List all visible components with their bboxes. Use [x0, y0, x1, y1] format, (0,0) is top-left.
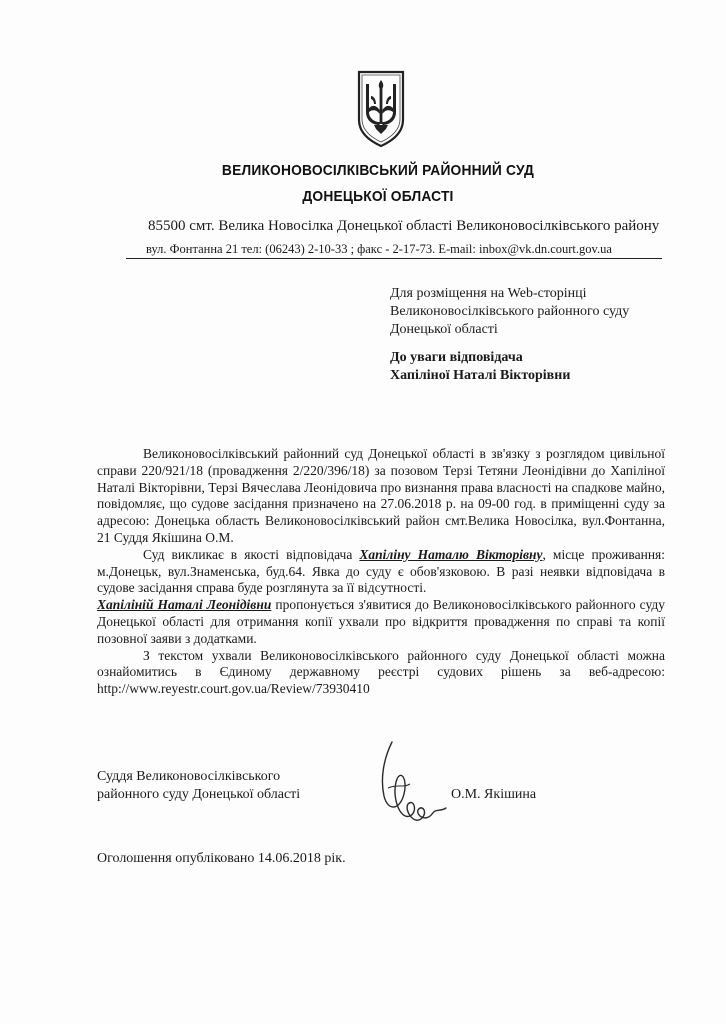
- court-name-line2: ДОНЕЦЬКОЇ ОБЛАСТІ: [302, 188, 454, 205]
- judge-name: О.М. Якішина: [451, 787, 537, 802]
- notice-body: [97, 446, 665, 698]
- notice-paragraph-2: [97, 547, 665, 597]
- addressee-block: [390, 285, 629, 339]
- paragraph-text: , місце проживання: м.Донецьк, вул.Знаменська, буд.64. Явка до суду є обов'язковою. В разі неявки відповідача в судове засідання справа буде розглянута за її відсутності.: [97, 546, 665, 596]
- notice-paragraph-3: [97, 597, 665, 647]
- judge-title-line: районного суду Донецької області: [97, 787, 301, 802]
- attention-line: Хапіліної Наталі Вікторівни: [390, 368, 571, 383]
- addressee-line: Для розміщення на Web-сторінці: [390, 286, 587, 301]
- handwritten-signature-icon: [370, 738, 450, 838]
- header-divider: [126, 258, 662, 259]
- addressee-line: Донецької області: [390, 322, 498, 337]
- defendant-name: Хапіліну Наталю Вікторівну: [359, 546, 543, 562]
- notice-paragraph-4: З текстом ухвали Великоновосілківського районного суду Донецької області можна ознайомитись в Єдиному державному реєстрі судових рішень за веб-адресою: http://www.reyestr.court.gov.ua/Review/73930410: [97, 647, 665, 697]
- court-address: 85500 смт. Велика Новосілка Донецької області Великоновосілківського району: [148, 218, 660, 234]
- court-name-line1: ВЕЛИКОНОВОСІЛКІВСЬКИЙ РАЙОННИЙ СУД: [221, 162, 535, 179]
- coat-of-arms-icon: [356, 70, 406, 148]
- court-contacts: вул. Фонтанна 21 тел: (06243) 2-10-33 ; факс - 2-17-73. E-mail: inbox@vk.dn.court.gov.ua: [146, 242, 612, 256]
- judge-title-line: Суддя Великоновосілківського: [97, 769, 281, 784]
- paragraph-text: пропонується з'явитися до Великоновосілківського районного суду Донецької області для отримання копії ухвали про відкриття провадження по справі та копії позовної заяви з додатками.: [97, 597, 665, 646]
- notice-paragraph-1: Великоновосілківський районний суд Донецької області в зв'язку з розглядом цивільної справи 220/921/18 (провадження 2/220/396/18) за позовом Терзі Тетяни Леонідівни до Хапіліної Наталі Вікторівни, Терзі Вячеслава Леонідовича про визнання права власності на спадкове майно, повідомляє, що судове засідання призначено на 27.06.2018 р. на 09-00 год. в приміщенні суду за адресою: Донецька область Великоновосілківський район смт.Велика Новосілка, вул.Фонтанна, 21 Суддя Якішина О.М.: [97, 446, 665, 545]
- defendant-name: Хапіліній Наталі Леонідівни: [97, 597, 272, 613]
- paragraph-text: Суд викликає в якості відповідача: [143, 546, 360, 562]
- addressee-line: Великоновосілківського районного суду: [390, 304, 630, 319]
- judge-title: [97, 768, 300, 804]
- attention-block: [390, 349, 570, 385]
- publication-date: Оголошення опубліковано 14.06.2018 рік.: [97, 851, 346, 866]
- attention-line: До уваги відповідача: [390, 350, 523, 365]
